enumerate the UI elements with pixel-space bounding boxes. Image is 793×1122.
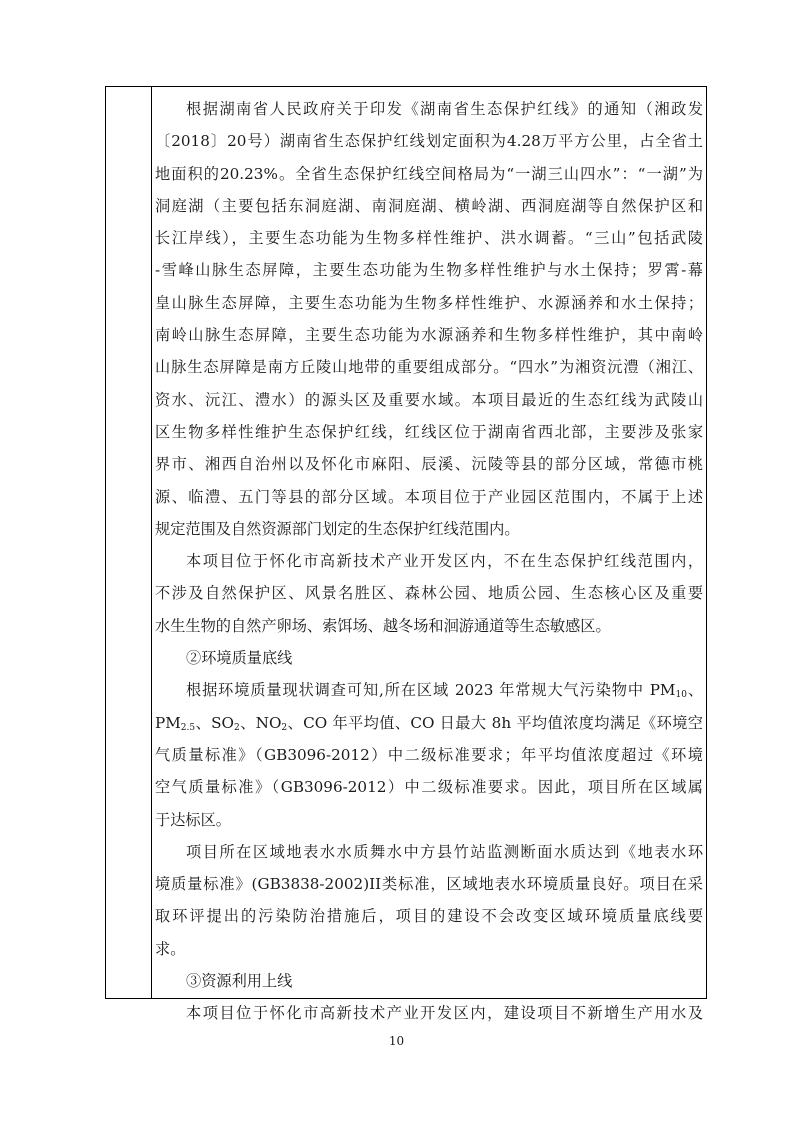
text-line: 水生生物的自然产卵场、索饵场、越冬场和洄游通道等生态敏感区。 [155,616,611,635]
subscript: 2 [233,722,240,733]
text-line [155,674,703,706]
text-line [155,707,703,739]
text-line: 资水、沅江、澧水）的源头区及重要水域。本项目最近的生态红线为武陵山 [155,390,703,409]
subscript: 2 [281,722,288,733]
text-line: 于达标区。 [155,810,231,829]
text-line: 不涉及自然保护区、风景名胜区、森林公园、地质公园、生态核心区及重要 [155,584,703,603]
text-line: 取环评提出的污染防治措施后，项目的建设不会改变区域环境质量底线要 [155,907,703,926]
paragraph-ecological-red-line [155,93,703,545]
subscript: 2.5 [180,722,196,733]
text-line: 〔2018〕20号）湖南省生态保护红线划定面积为4.28万平方公里，占全省土 [155,132,703,151]
text-run: 、CO 年平均值、CO 日最大 8h 平均值浓度均满足《环境空 [287,713,703,732]
text-line: 境质量标准》(GB3838-2002)II类标准，区域地表水环境质量良好。项目在采 [155,875,703,894]
text-run: 根据环境质量现状调查可知,所在区域 2023 年常规大气污染物中 PM [186,681,676,700]
text-line: -雪峰山脉生态屏障，主要生态功能为生物多样性维护与水土保持；罗霄-幕 [155,261,703,280]
paragraph-water-quality [155,836,703,965]
section-heading-resource-utilization: ③资源利用上线 [186,972,293,991]
text-run: 、SO [195,713,234,732]
text-line: 地面积的20.23%。全省生态保护红线空间格局为“一湖三山四水”：“一湖”为 [155,164,703,183]
text-line: 气质量标准》（GB3096-2012）中二级标准要求；年平均值浓度超过《环境 [155,745,703,764]
text-line: 山脉生态屏障是南方丘陵山地带的重要组成部分。“四水”为湘资沅澧（湘江、 [155,358,703,377]
subscript: 10 [675,690,687,701]
text-line: 空气质量标准》（GB3096-2012）中二级标准要求。因此，项目所在区域属 [155,778,703,797]
table-content-cell [155,93,703,1030]
text-run: 、 [686,681,703,700]
page-number: 10 [388,1034,405,1048]
paragraph-project-location [155,545,703,642]
table-column-divider [151,87,152,998]
text-line: 求。 [155,939,186,958]
text-line: 根据湖南省人民政府关于印发《湖南省生态保护红线》的通知（湘政发 [186,100,703,118]
paragraph-air-quality [155,674,703,835]
text-line: 界市、湘西自治州以及怀化市麻阳、辰溪、沅陵等县的部分区域，常德市桃 [155,455,703,474]
text-line: 皇山脉生态屏障，主要生态功能为生物多样性维护、水源涵养和水土保持； [155,293,703,312]
paragraph-resource-utilization [155,997,703,1029]
text-run: 、NO [239,713,282,732]
text-line: 规定范围及自然资源部门划定的生态保护红线范围内。 [155,519,520,538]
section-heading-environment-quality: ②环境质量底线 [186,649,293,668]
text-run: PM [155,713,181,732]
text-line: 区生物多样性维护生态保护红线，红线区位于湖南省西北部，主要涉及张家 [155,422,703,441]
text-line: 长江岸线），主要生态功能为生物多样性维护、洪水调蓄。“三山”包括武陵 [155,229,703,248]
text-line: 项目所在区域地表水水质舞水中方县竹站监测断面水质达到《地表水环 [186,842,703,861]
text-line: 南岭山脉生态屏障，主要生态功能为水源涵养和生物多样性维护，其中南岭 [155,326,703,345]
text-line: 本项目位于怀化市高新技术产业开发区内，不在生态保护红线范围内， [186,552,703,571]
text-line: 本项目位于怀化市高新技术产业开发区内，建设项目不新增生产用水及 [186,1004,703,1023]
text-line: 洞庭湖（主要包括东洞庭湖、南洞庭湖、横岭湖、西洞庭湖等自然保护区和 [155,196,703,215]
document-table-frame [105,86,707,1023]
text-line: 源、临澧、五门等县的部分区域。本项目位于产业园区范围内，不属于上述 [155,487,703,506]
